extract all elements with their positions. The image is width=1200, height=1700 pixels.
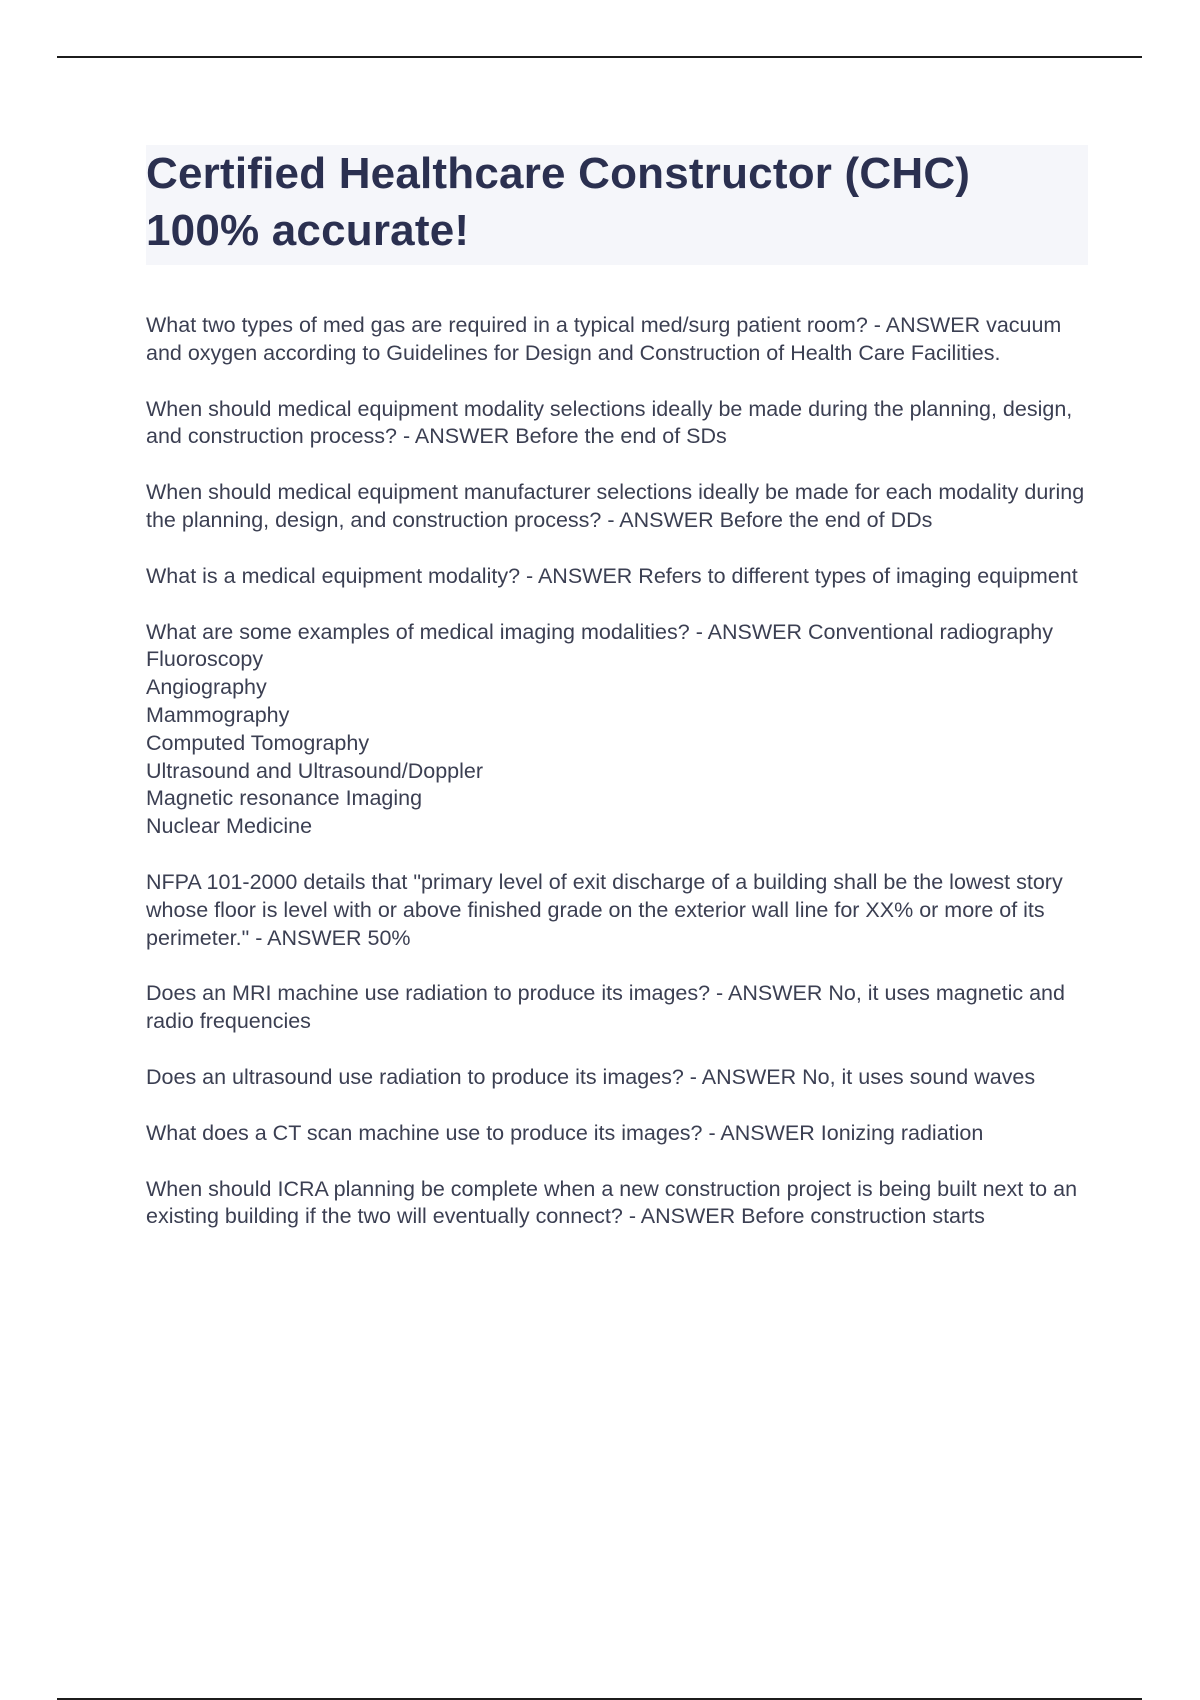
- qa-item: What are some examples of medical imaging modalities? - ANSWER Conventional radiography Fluoroscopy Angiography Mammography Computed Tomography Ultrasound and Ultrasound/Doppler Magnetic resonance Imaging Nuclear Medicine: [146, 619, 1053, 839]
- top-divider: [57, 56, 1142, 58]
- qa-list: [146, 312, 1092, 1259]
- page-title: Certified Healthcare Constructor (CHC) 100% accurate!: [146, 149, 971, 255]
- qa-item: What is a medical equipment modality? - ANSWER Refers to different types of imaging equipment: [146, 563, 1078, 588]
- qa-item: When should ICRA planning be complete when a new construction project is being built next to an existing building if the two will eventually connect? - ANSWER Before construction starts: [146, 1176, 1078, 1229]
- title-block: [146, 145, 1088, 265]
- qa-item: NFPA 101-2000 details that "primary level of exit discharge of a building shall be the lowest story whose floor is level with or above finished grade on the exterior wall line for XX% or more of its perimeter." - ANSWER 50%: [146, 869, 1063, 950]
- qa-item: When should medical equipment manufacturer selections ideally be made for each modality during the planning, design, and construction process? - ANSWER Before the end of DDs: [146, 480, 1085, 532]
- qa-item: Does an MRI machine use radiation to produce its images? - ANSWER No, it uses magnetic and radio frequencies: [146, 981, 1065, 1034]
- qa-item: What two types of med gas are required in a typical med/surg patient room? - ANSWER vacuum and oxygen according to Guidelines for Design and Construction of Health Care Facilities.: [146, 313, 1062, 365]
- qa-item: What does a CT scan machine use to produce its images? - ANSWER Ionizing radiation: [146, 1120, 984, 1145]
- qa-item: Does an ultrasound use radiation to produce its images? - ANSWER No, it uses sound waves: [146, 1064, 1036, 1089]
- qa-item: When should medical equipment modality selections ideally be made during the planning, design, and construction process? - ANSWER Before the end of SDs: [146, 396, 1073, 449]
